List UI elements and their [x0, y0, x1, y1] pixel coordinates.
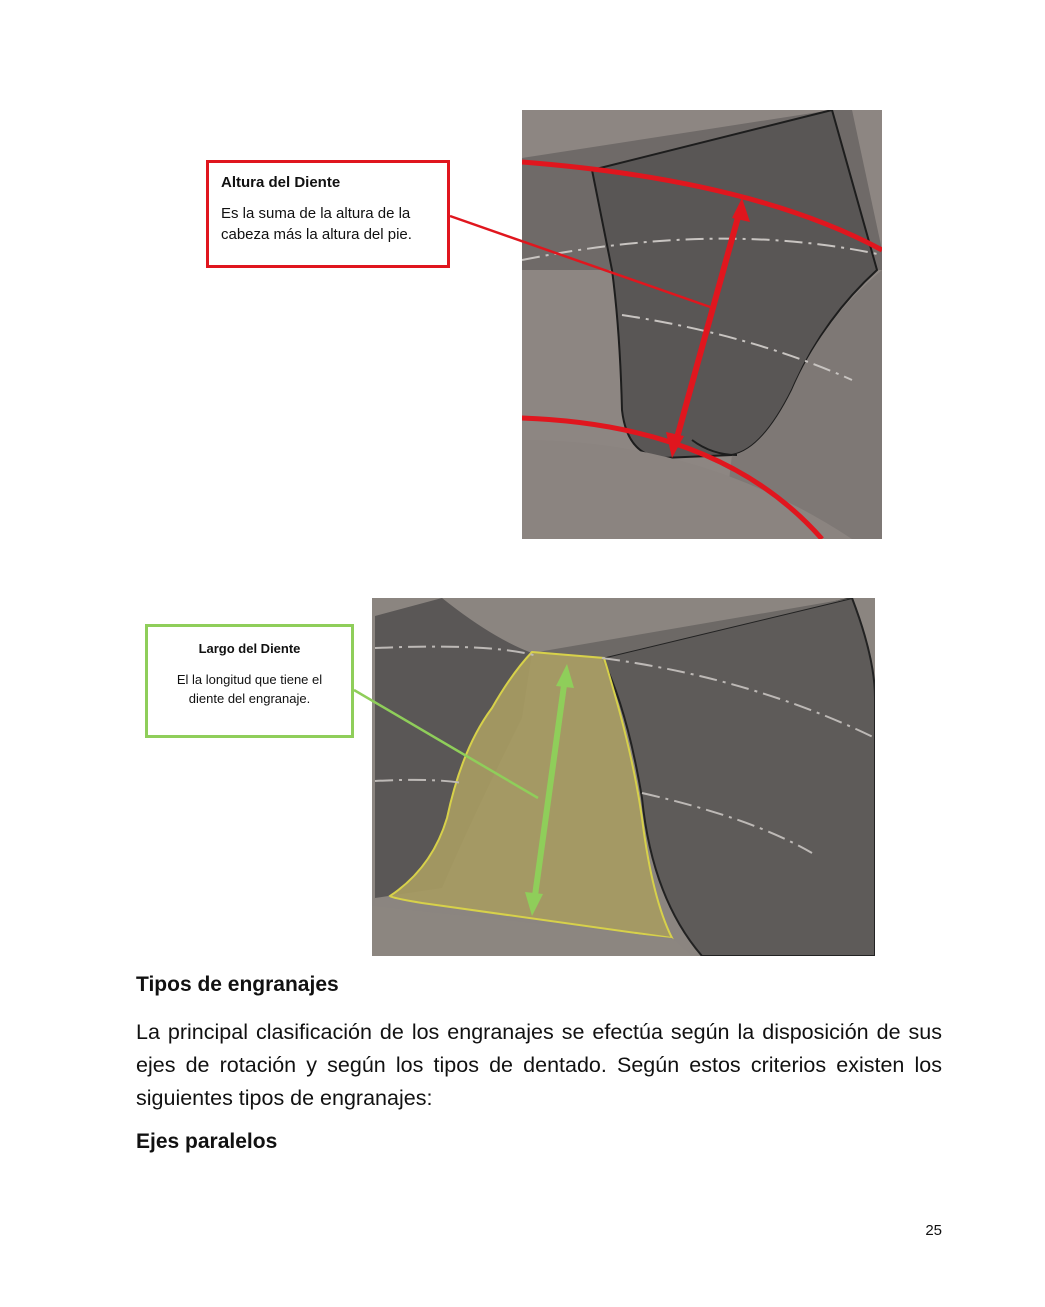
section-heading: Tipos de engranajes	[136, 973, 339, 996]
callout-title: Altura del Diente	[221, 174, 341, 191]
callout-body: Es la suma de la altura de la cabeza más la altura del pie.	[221, 205, 412, 243]
tooth-height-callout	[206, 160, 450, 268]
body-paragraph: La principal clasificación de los engranajes se efectúa según la disposición de sus ejes de rotación y según los tipos de dentado. Según estos criterios existen los siguientes tipos de engranajes:	[136, 1020, 942, 1110]
subsection-heading: Ejes paralelos	[136, 1130, 278, 1153]
callout-body: El la longitud que tiene el diente del engranaje.	[176, 672, 323, 706]
page-number: 25	[925, 1222, 942, 1239]
tooth-length-callout	[145, 624, 354, 738]
tooth-length-figure	[372, 598, 875, 956]
callout-title: Largo del Diente	[198, 641, 301, 656]
tooth-height-figure	[522, 110, 882, 539]
